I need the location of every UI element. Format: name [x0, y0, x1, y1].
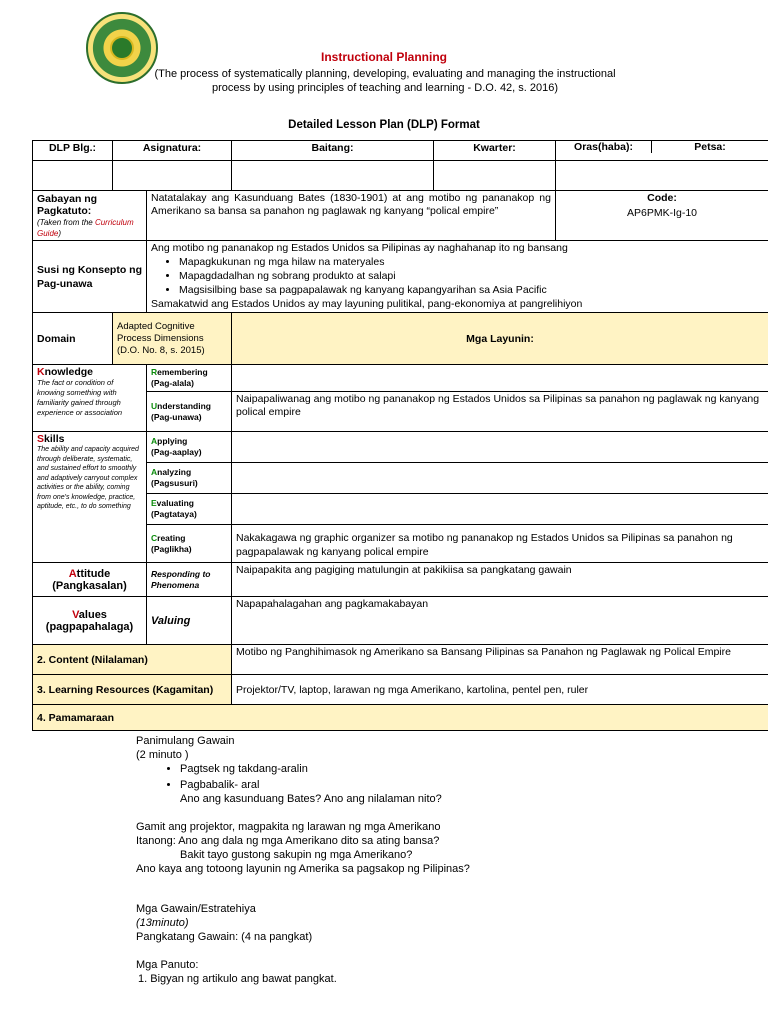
gawain-time: (13minuto)	[136, 917, 189, 929]
gabayan-label-cell	[33, 191, 147, 241]
panimula-time: (2 minuto )	[136, 749, 189, 761]
analyzing-cell	[147, 463, 232, 494]
code-value: AP6PMK-Ig-10	[626, 207, 698, 219]
pamamaraan-label: 4. Pamamaraan	[33, 705, 768, 731]
content-label: 2. Content (Nilalaman)	[33, 645, 232, 675]
bakit-text: Bakit tayo gustong sakupin ng mga Amerikano?	[180, 849, 413, 861]
dlp-table	[32, 140, 768, 731]
skills-cell	[33, 432, 147, 563]
duration-date-value	[556, 161, 768, 191]
attitude-sub: (Pangkasalan)	[52, 579, 127, 592]
evaluating-cell	[147, 494, 232, 525]
panuto-item-1: 1. Bigyan ng artikulo ang bawat pangkat.	[138, 973, 337, 985]
evaluating-label: Evaluating	[151, 498, 194, 508]
remembering-cell	[147, 365, 232, 392]
panimula-bullets	[136, 762, 308, 792]
ano-kaya-text: Ano kaya ang totoong layunin ng Amerika sa pagsakop ng Pilipinas?	[136, 863, 470, 875]
duration-date-header	[556, 141, 768, 161]
attitude-mid: Responding to Phenomena	[147, 563, 232, 597]
values-mid: Valuing	[147, 597, 232, 645]
panimula-bullet-1: • Pagtsek ng takdang-aralin	[180, 762, 308, 776]
dlp-number-value	[33, 161, 113, 191]
domain-header: Domain	[33, 313, 113, 365]
grade-header: Baitang:	[232, 141, 434, 161]
quarter-header: Kwarter:	[434, 141, 556, 161]
grade-value	[232, 161, 434, 191]
values-objective: Napapahalagahan ang pagkamakabayan	[232, 597, 768, 645]
panimula-heading: Panimulang Gawain	[136, 735, 235, 747]
values-cell	[33, 597, 147, 645]
evaluating-objective	[232, 494, 768, 525]
panimula-bullet-2: • Pagbabalik- aral	[180, 778, 308, 792]
understanding-objective: Naipapaliwanag ang motibo ng pananakop ng Estados Unidos sa Pilipinas sa panahon ng paglawak ng kanyang polical empire	[232, 392, 768, 432]
analyzing-label: Analyzing	[151, 467, 192, 477]
susi-label: Susi ng Konsepto ng Pag-unawa	[33, 241, 147, 313]
susi-content	[147, 241, 768, 313]
curriculum-guide-note: (Taken from the Curriculum Guide)	[37, 218, 134, 238]
creating-objective: Nakakagawa ng graphic organizer sa motibo ng pananakop ng Estados Unidos sa Pilipinas sa panahon ng pagpapalawak ng kanyang polical empire	[232, 525, 768, 563]
panuto-heading: Mga Panuto:	[136, 959, 199, 971]
attitude-objective: Naipapakita ang pagiging matulungin at pakikiisa sa pangkatang gawain	[232, 563, 768, 597]
understanding-label: Understanding	[151, 400, 211, 411]
date-header: Petsa:	[694, 141, 726, 153]
page-subtitle: (The process of systematically planning, developing, evaluating and managing the instructional process by using principles of teaching and learning - D.O. 42, s. 2016)	[154, 68, 616, 94]
applying-cell	[147, 432, 232, 463]
analyzing-sub: (Pagsusuri)	[151, 478, 198, 488]
code-cell	[556, 191, 768, 241]
itanong-text: Itanong: Ano ang dala ng mga Amerikano dito sa ating bansa?	[136, 835, 440, 847]
quarter-value	[434, 161, 556, 191]
remembering-label: Remembering	[151, 367, 208, 377]
susi-bullet-2: • Mapagdadalhan ng sobrang produkto at salapi	[179, 269, 764, 283]
subject-header: Asignatura:	[113, 141, 232, 161]
skills-description: The ability and capacity acquired through deliberate, systematic, and sustained effort to smoothly and adaptively carryout complex activities or the ability, coming from one's knowledge, practice, aptitude, etc., to do something	[37, 446, 139, 510]
evaluating-sub: (Pagtataya)	[151, 509, 197, 519]
analyzing-objective	[232, 463, 768, 494]
creating-cell	[147, 525, 232, 563]
understanding-cell	[147, 392, 232, 432]
knowledge-label: Knowledge	[37, 366, 94, 378]
susi-bullet-1: • Mapagkukunan ng mga hilaw na materyales	[179, 255, 764, 269]
values-sub: (pagpapahalaga)	[45, 620, 134, 633]
dlp-number-header: DLP Blg.:	[33, 141, 113, 161]
knowledge-cell	[33, 365, 147, 432]
susi-bullets	[151, 255, 764, 297]
attitude-cell	[33, 563, 147, 597]
attitude-label: Attitude	[68, 567, 111, 580]
pangkatang-text: Pangkatang Gawain: (4 na pangkat)	[136, 931, 313, 943]
adapted-header: Adapted Cognitive Process Dimensions (D.O. No. 8, s. 2015)	[113, 313, 232, 365]
subject-value	[113, 161, 232, 191]
gabayan-text: Natatalakay ang Kasunduang Bates (1830-1901) at ang motibo ng pananakop ng Amerikano sa bansa sa panahon ng paglawak ng kanyang “polical empire”	[147, 191, 556, 241]
creating-label: Creating	[151, 532, 186, 543]
susi-intro: Ang motibo ng pananakop ng Estados Unidos sa Pilipinas ay naghahanap ito ng bansang	[151, 242, 568, 254]
duration-header: Oras(haba):	[556, 141, 652, 153]
susi-conclusion: Samakatwid ang Estados Unidos ay may layuning pulitikal, pang-ekonomiya at pangrelihiyon	[151, 298, 583, 310]
applying-sub: (Pag-aaplay)	[151, 447, 202, 457]
remembering-objective	[232, 365, 768, 392]
skills-label: Skills	[37, 433, 65, 445]
understanding-sub: (Pag-unawa)	[151, 411, 202, 422]
knowledge-description: The fact or condition of knowing something with familiarity gained through experience or association	[37, 378, 123, 417]
applying-label: Applying	[151, 436, 188, 446]
review-question: Ano ang kasunduang Bates? Ano ang nilalaman nito?	[180, 793, 442, 805]
remembering-sub: (Pag-alala)	[151, 378, 194, 388]
creating-sub: (Paglikha)	[151, 543, 192, 554]
gabayan-label: Gabayan ng Pagkatuto:	[37, 193, 98, 217]
gawain-heading: Mga Gawain/Estratehiya	[136, 903, 256, 915]
resources-text: Projektor/TV, laptop, larawan ng mga Amerikano, kartolina, pentel pen, ruler	[232, 675, 768, 705]
page-title: Instructional Planning	[320, 50, 447, 64]
resources-label: 3. Learning Resources (Kagamitan)	[33, 675, 232, 705]
content-text: Motibo ng Panghihimasok ng Amerikano sa Bansang Pilipinas sa Panahon ng Paglawak ng Polical Empire	[232, 645, 768, 675]
gamit-text: Gamit ang projektor, magpakita ng larawan ng mga Amerikano	[136, 821, 441, 833]
applying-objective	[232, 432, 768, 463]
layunin-header: Mga Layunin:	[232, 313, 768, 365]
values-label: Values	[72, 608, 107, 621]
code-label: Code:	[647, 192, 677, 204]
susi-bullet-3: • Magsisilbing base sa pagpapalawak ng kanyang kapangyarihan sa Asia Pacific	[179, 283, 764, 297]
format-title: Detailed Lesson Plan (DLP) Format	[288, 119, 480, 131]
